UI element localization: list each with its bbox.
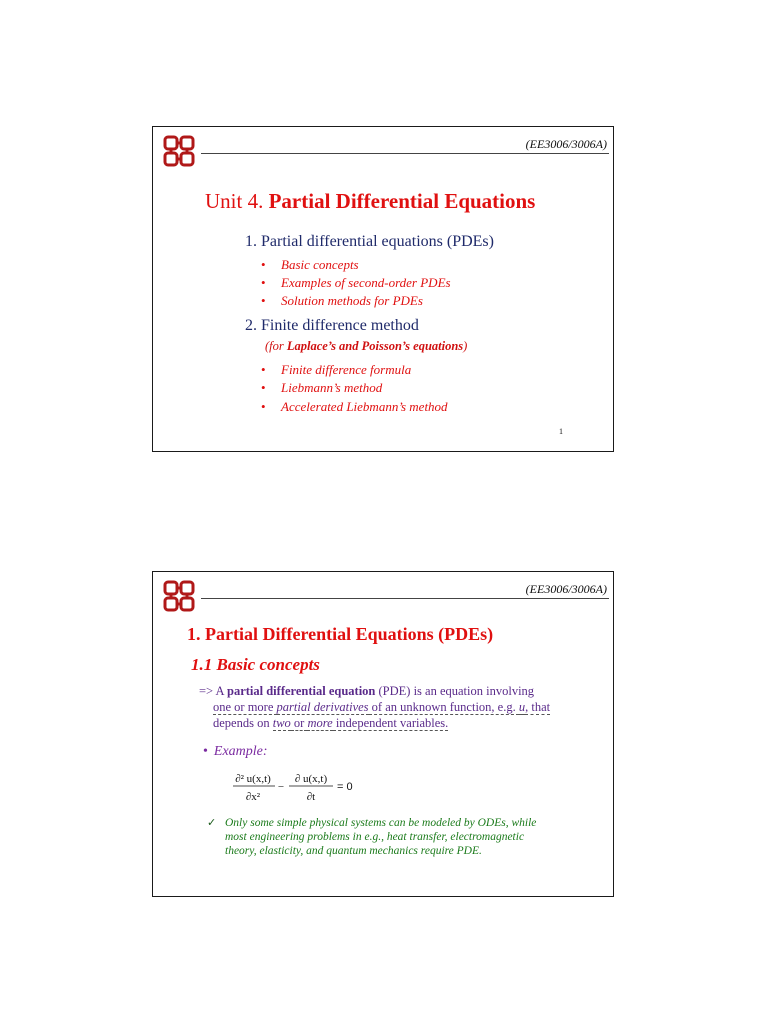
note-line: Only some simple physical systems can be modeled by ODEs, while [225,817,537,829]
eq-minus: − [277,781,285,793]
list-item-label: Basic concepts [281,257,359,272]
slide-2 [152,571,614,897]
list-item: • Solution methods for PDEs [261,293,423,308]
eq-denominator-2: ∂t [306,791,316,803]
definition-paragraph [199,683,579,731]
para-italic: more [307,716,333,730]
para-text: or [290,716,308,730]
university-logo-icon [161,133,197,169]
slide-subheading: 1.1 Basic concepts [191,655,320,674]
course-code: (EE3006/3006A) [525,137,607,151]
note-bold: Laplace’s and Poisson’s equations [286,339,464,353]
ode-note [207,816,577,858]
para-line-3 [199,715,579,731]
note-line: most engineering problems in e.g., heat transfer, electromagnetic [225,831,525,843]
para-text: , that [525,700,551,714]
term-bold: partial differential equation [227,684,376,698]
note-line: theory, elasticity, and quantum mechanics require PDE. [225,845,482,857]
para-line-1 [199,683,579,699]
para-italic: two [272,716,291,730]
para-italic: partial derivatives [276,700,369,714]
pde-equation [231,770,391,806]
note-open: (for [265,339,287,353]
eq-numerator-2: ∂ u(x,t) [294,773,328,785]
list-item: • Accelerated Liebmann’s method [261,399,448,414]
eq-rhs: = 0 [337,781,353,793]
list-item-label: Liebmann’s method [281,380,383,395]
eq-denominator-1: ∂x² [245,791,261,803]
title-bold: Partial Differential Equations [268,189,536,213]
list-item-label: Finite difference formula [281,362,412,377]
header-rule [201,153,609,154]
note-close: ) [463,339,468,353]
list-item-label: Examples of second-order PDEs [281,275,451,290]
example-label: • Example: [203,744,268,759]
check-icon: ✓ [207,816,217,829]
para-text: independent variables. [332,716,449,730]
list-item: • Basic concepts [261,257,359,272]
eq-numerator-1: ∂² u(x,t) [235,773,271,785]
list-item-label: Accelerated Liebmann’s method [281,399,448,414]
example-text: Example: [213,744,268,759]
section-2-heading: 2. Finite difference method [245,317,419,334]
slide-heading: 1. Partial Differential Equations (PDEs) [187,624,494,644]
header-rule [201,598,609,599]
title-prefix: Unit 4. [205,189,269,213]
slide-1 [152,126,614,452]
university-logo-icon [161,578,197,614]
slide-title [205,189,535,214]
list-item: • Examples of second-order PDEs [261,275,451,290]
list-item-label: Solution methods for PDEs [281,293,423,308]
para-text: of an unknown function, e.g. [368,700,519,714]
list-item: • Finite difference formula [261,362,412,377]
para-text: one or more [213,700,277,714]
course-code: (EE3006/3006A) [525,582,607,596]
para-line-2 [199,699,579,715]
para-italic: u [518,700,526,714]
para-text: depends on [213,716,273,730]
section-1-heading: 1. Partial differential equations (PDEs) [245,233,494,250]
para-text: (PDE) is an equation involving [375,684,535,698]
list-item: • Liebmann’s method [261,380,383,395]
arrow-text: => A [199,684,227,698]
section-2-note [265,339,467,354]
page-number: 1 [559,427,563,436]
